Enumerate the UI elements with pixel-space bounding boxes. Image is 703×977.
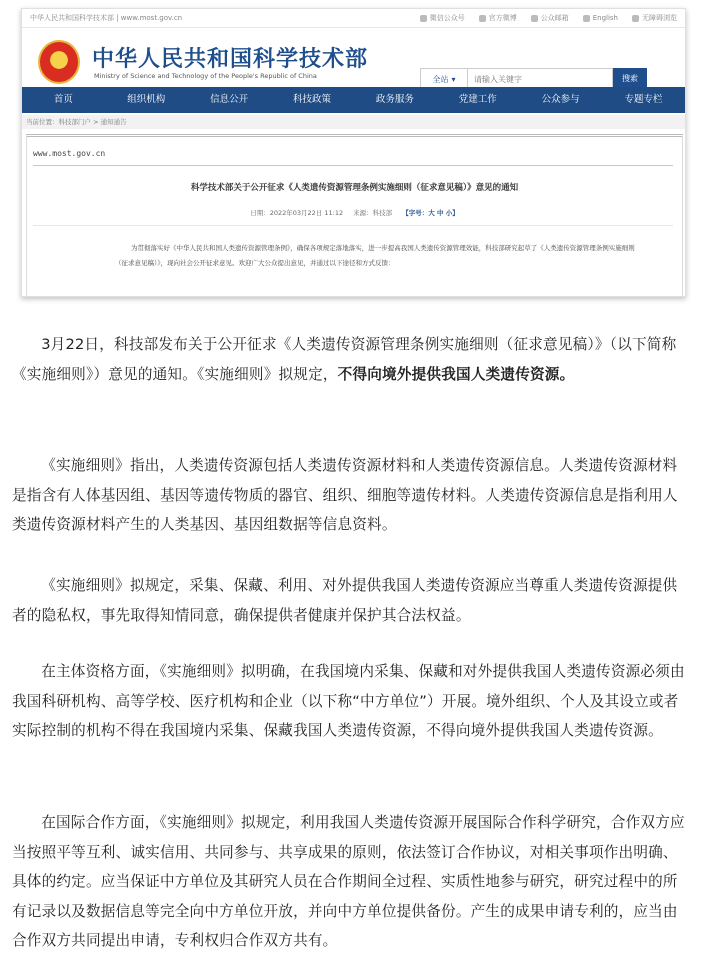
notice-document — [26, 134, 683, 297]
weibo-link[interactable]: 官方微博 — [479, 13, 517, 23]
font-size-control[interactable]: 【字号：大 中 小】 — [402, 209, 459, 217]
paragraph-text: 3月22日，科技部发布关于公开征求《人类遗传资源管理条例实施细则（征求意见稿）》（以下简称《实施细则》）意见的通知。《实施细则》拟规定， — [12, 336, 677, 383]
article-paragraph: 在主体资格方面，《实施细则》拟明确，在我国境内采集、保藏和对外提供我国人类遗传资源必须由我国科研机构、高等学校、医疗机构和企业（以下称“中方单位”）开展。境外组织、个人及其设立或者实际控制的机构不得在我国境内采集、保藏我国人类遗传资源，不得向境外提供我国人类遗传资源。 — [12, 663, 685, 739]
article-paragraph: 《实施细则》指出，人类遗传资源包括人类遗传资源材料和人类遗传资源信息。人类遗传资源材料是指含有人体基因组、基因等遗传物质的器官、组织、细胞等遗传材料。人类遗传资源信息是指利用人类遗传资源材料产生的人类基因、基因组数据等信息资料。 — [12, 457, 678, 533]
wechat-icon — [420, 15, 427, 22]
globe-icon — [583, 15, 590, 22]
breadcrumb: 当前位置：科技部门户 > 通知通告 — [22, 115, 685, 129]
email-link[interactable]: 公众邮箱 — [531, 13, 569, 23]
article-paragraph: 在国际合作方面，《实施细则》拟规定，利用我国人类遗传资源开展国际合作科学研究，合作双方应当按照平等互利、诚实信用、共同参与、共享成果的原则，依法签订合作协议，对相关事项作出明确、具体的约定。应当保证中方单位及其研究人员在合作期间全过程、实质性地参与研究，研究过程中的所有记录以及数据信息等完全向中方单位开放，并向中方单位提供备份。产生的成果申请专利的，应当由合作双方共同提出申请，专利权归合作双方共有。 — [12, 814, 685, 949]
chevron-down-icon: ▾ — [451, 74, 456, 84]
english-link[interactable]: English — [583, 14, 618, 22]
divider — [33, 225, 673, 226]
paragraph-bold-text: 不得向境外提供我国人类遗传资源。 — [337, 365, 575, 383]
nav-item-info[interactable]: 信息公开 — [210, 94, 249, 105]
document-title: 科学技术部关于公开征求《人类遗传资源管理条例实施细则（征求意见稿）》意见的通知 — [190, 183, 519, 193]
article-paragraph — [12, 330, 692, 389]
wechat-link[interactable]: 微信公众号 — [420, 13, 465, 23]
topbar-site-label: 中华人民共和国科学技术部 | www.most.gov.cn — [30, 14, 183, 22]
search-input[interactable] — [468, 69, 612, 89]
nav-item-services[interactable]: 政务服务 — [375, 94, 414, 105]
site-title[interactable]: 中华人民共和国科学技术部 — [92, 46, 369, 72]
document-date: 日期：2022年03月22日 11:12 — [250, 209, 344, 217]
mail-icon — [531, 15, 538, 22]
embedded-screenshot — [21, 8, 686, 297]
site-header — [22, 28, 685, 96]
document-source: 来源：科技部 — [353, 209, 393, 217]
search-scope-select[interactable] — [421, 69, 468, 89]
nav-item-public[interactable]: 公众参与 — [541, 94, 580, 105]
national-emblem-logo — [38, 40, 80, 84]
site-subtitle: Ministry of Science and Technology of the People's Republic of China — [94, 72, 317, 80]
nav-item-organization[interactable]: 组织机构 — [127, 94, 166, 105]
nav-item-party[interactable]: 党建工作 — [458, 94, 497, 105]
search-scope-label: 全站 — [432, 74, 449, 84]
document-url: www.most.gov.cn — [33, 149, 106, 158]
document-body: 为贯彻落实好《中华人民共和国人类遗传资源管理条例》，确保各项规定落地落实，进一步提高我国人类遗传资源管理效能，科技部研究起草了《人类遗传资源管理条例实施细则（征求意见稿）》，现向社会公开征求意见。欢迎广大公众提出意见，并通过以下途径和方式反馈： — [115, 244, 635, 267]
accessibility-link[interactable]: 无障碍浏览 — [632, 13, 677, 23]
nav-item-policy[interactable]: 科技政策 — [293, 94, 332, 105]
nav-item-topics[interactable]: 专题专栏 — [624, 94, 663, 105]
document-meta — [27, 208, 682, 217]
nav-item-home[interactable]: 首页 — [53, 94, 73, 105]
search-button[interactable]: 搜索 — [613, 68, 647, 88]
accessibility-icon — [632, 15, 639, 22]
article-paragraph: 《实施细则》拟规定，采集、保藏、利用、对外提供我国人类遗传资源应当尊重人类遗传资源提供者的隐私权，事先取得知情同意，确保提供者健康并保护其合法权益。 — [12, 577, 678, 624]
weibo-icon — [479, 15, 486, 22]
top-utility-bar — [22, 9, 685, 28]
main-nav — [22, 87, 685, 113]
divider — [33, 165, 673, 166]
